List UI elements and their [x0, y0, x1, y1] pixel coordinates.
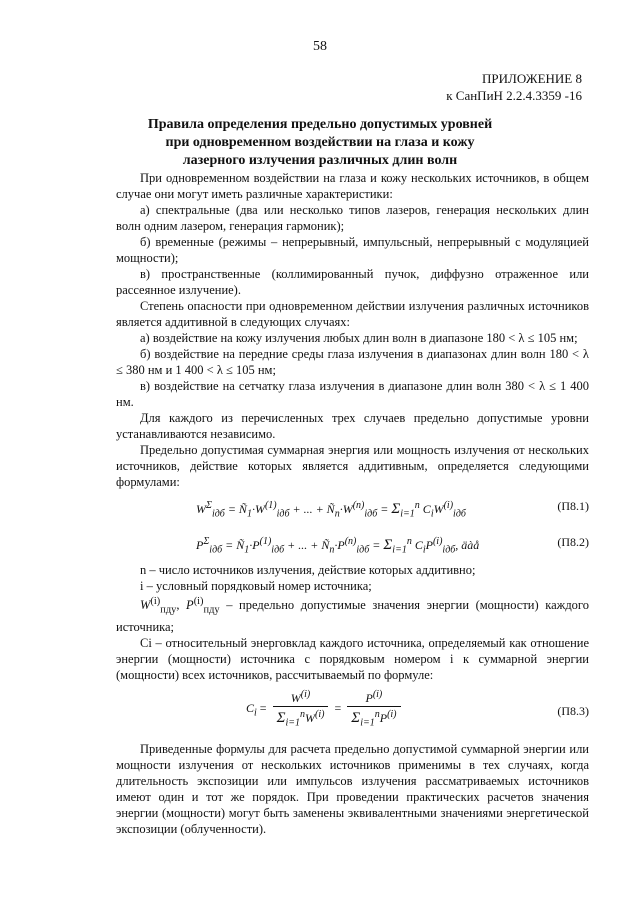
formula-tail: äàå — [461, 538, 480, 552]
title-line-3: лазерного излучения различных длин волн — [182, 153, 458, 168]
formula-expression: $C_i$ = $\frac{W^{(i)}}{\Sigma_{i=1}^nW^{(i)}}$ = $\frac{P^{(i)}}{\Sigma_{i=1}^nP^{(i)}}$ — [246, 687, 404, 731]
list-item: в) пространственные (коллимированный пучок, диффузно отраженное или рассеянное излучение). — [116, 267, 589, 297]
list-item: а) спектральные (два или несколько типов лазеров, генерация нескольких длин волн одним лазером, генерация гармоник); — [116, 203, 589, 233]
document-title — [100, 116, 540, 170]
list-item: в) воздействие на сетчатку глаза излучения в диапазоне длин волн 380 < λ ≤ 1 400 нм. — [116, 379, 589, 409]
formula-expression: $W^\Sigma_{iдб}$ = $Ñ_1\cdot W^{(1)}_{iдб}$ + ... + $Ñ_n\cdot W^{(n)}_{iдб} = \Sigma_{i=1}^n$ $C_iW^{(i)}_{iдб}$ — [196, 500, 466, 520]
definition-n: n – число источников излучения, действие которых аддитивно; — [140, 563, 476, 577]
title-line-1: Правила определения предельно допустимых уровней — [147, 117, 493, 132]
list-item: а) воздействие на кожу излучения любых длин волн в диапазоне 180 < λ ≤ 105 нм; — [140, 331, 578, 345]
definition-ci: Ci – относительный энерговклад каждого источника, определяемый как отношение энергии (мощности) источника с порядковым номером i к суммарной энергии (мощности) всех источников, рассчитываемый по формуле: — [116, 635, 589, 682]
paragraph: Приведенные формулы для расчета предельно допустимой суммарной энергии или мощности излучения от нескольких источников применимы в тех случаях, когда длительность экспозиции или импульсов излучения рассматриваемых источников имеют один и тот же порядок. При проведении практических расчетов значения энергии (мощности) могут быть заменены эквивалентными значениями энергетической экспозиции (облученности). — [116, 741, 589, 836]
paragraph: Степень опасности при одновременном действии излучения различных источников является аддитивной в следующих случаях: — [116, 299, 589, 329]
formula-number: (П8.3) — [557, 703, 589, 718]
formula-p8-3 — [116, 683, 589, 737]
formula-expression: $P^\Sigma_{iдб}$ = $Ñ_1\cdot P^{(1)}_{iдб}$ + ... + $Ñ_n\cdot P^{(n)}_{iдб} = \Sigma_{i=1}^n$ $C_iP^{(i)}_{iдб}$, äàå — [196, 536, 480, 556]
document-body — [116, 170, 589, 837]
paragraph: При одновременном воздействии на глаза и кожу нескольких источников, в общем случае они могут иметь различные характеристики: — [116, 171, 589, 201]
list-item: б) воздействие на передние среды глаза излучения в диапазонах длин волн 180 < λ ≤ 380 нм и 1 400 < λ ≤ 105 нм; — [116, 347, 589, 377]
appendix-header — [446, 70, 582, 104]
page-number: 58 — [313, 39, 327, 54]
formula-p8-1 — [116, 490, 589, 526]
appendix-reference: к СанПиН 2.2.4.3359 -16 — [446, 88, 582, 103]
title-line-2: при одновременном воздействии на глаза и кожу — [165, 135, 475, 150]
paragraph: Предельно допустимая суммарная энергия или мощность излучения от нескольких источников, действие которых является аддитивным, определяется следующими формулами: — [116, 443, 589, 489]
formula-number: (П8.1) — [557, 499, 589, 513]
definition-i: i – условный порядковый номер источника; — [140, 579, 372, 593]
appendix-label: ПРИЛОЖЕНИЕ 8 — [482, 71, 582, 86]
definition-pdu: $W^{(i)}_{пду}$, $P^{(i)}_{пду}$ – предельно допустимые значения энергии (мощности) каждого источника; — [116, 596, 589, 634]
formula-p8-2 — [116, 526, 589, 562]
list-item: б) временные (режимы – непрерывный, импульсный, непрерывный с модуляцией мощности); — [116, 235, 589, 265]
paragraph: Для каждого из перечисленных трех случаев предельно допустимые уровни устанавливаются независимо. — [116, 411, 589, 441]
formula-number: (П8.2) — [557, 535, 589, 549]
